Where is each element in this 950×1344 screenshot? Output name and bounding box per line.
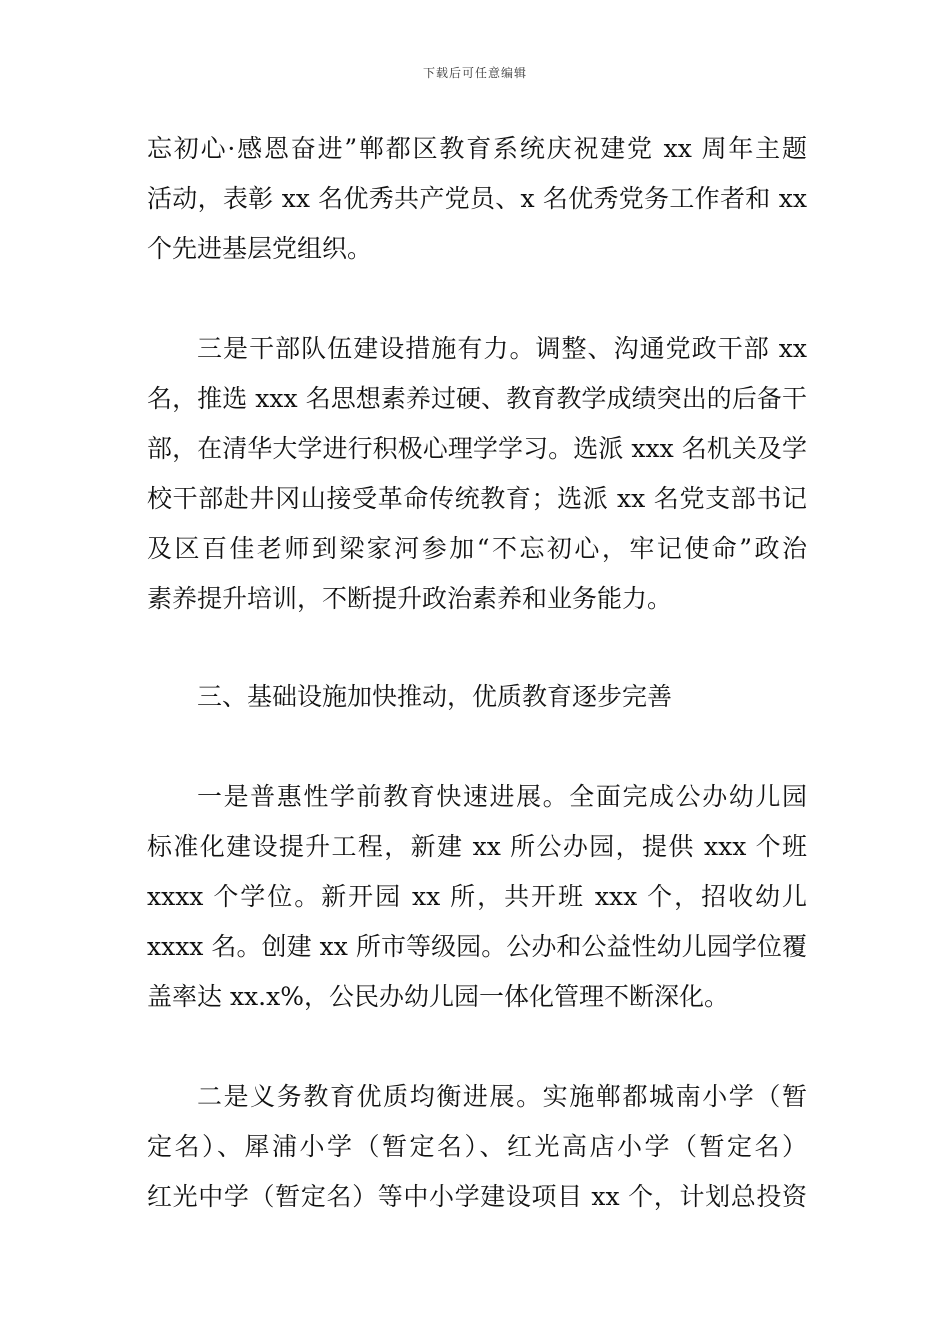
section-heading-text: 三、基础设施加快推动，优质教育逐步完善: [197, 682, 673, 711]
paragraph-line: xxxx 个学位。新开园 xx 所，共开班 xxx 个，招收幼儿: [147, 882, 807, 911]
paragraph-line: 三是干部队伍建设措施有力。调整、沟通党政干部 xx: [197, 334, 807, 363]
paragraph-line: 个先进基层党组织。: [147, 234, 373, 263]
paragraph-line: 一是普惠性学前教育快速进展。全面完成公办幼儿园: [197, 782, 807, 811]
paragraph-line: 校干部赴井冈山接受革命传统教育；选派 xx 名党支部书记: [147, 484, 807, 513]
paragraph-line: 忘初心·感恩奋进”郸都区教育系统庆祝建党 xx 周年主题: [147, 134, 807, 163]
paragraph-line: 二是义务教育优质均衡进展。实施郸都城南小学（暂: [197, 1082, 807, 1111]
page-header: 下载后可任意编辑: [422, 66, 527, 80]
paragraph-line: 及区百佳老师到梁家河参加“不忘初心，牢记使命”政治: [147, 534, 807, 563]
paragraph-cadre-team: [147, 324, 807, 624]
paragraph-line: 素养提升培训，不断提升政治素养和业务能力。: [147, 584, 673, 613]
paragraph-line: 定名）、犀浦小学（暂定名）、红光高店小学（暂定名）: [147, 1132, 807, 1161]
paragraph-compulsory-education: [147, 1072, 807, 1222]
paragraph-line: 部，在清华大学进行积极心理学学习。选派 xxx 名机关及学: [147, 434, 807, 463]
paragraph-line: 名，推选 xxx 名思想素养过硬、教育教学成绩突出的后备干: [147, 384, 807, 413]
section-heading: [147, 672, 807, 722]
paragraph-preschool: [147, 772, 807, 1022]
paragraph-line: xxxx 名。创建 xx 所市等级园。公办和公益性幼儿园学位覆: [147, 932, 807, 961]
paragraph-line: 盖率达 xx.x%，公民办幼儿园一体化管理不断深化。: [147, 982, 729, 1011]
paragraph-line: 标准化建设提升工程，新建 xx 所公办园，提供 xxx 个班: [147, 832, 807, 861]
paragraph-party-activity: [147, 124, 807, 274]
paragraph-line: 红光中学（暂定名）等中小学建设项目 xx 个，计划总投资: [147, 1182, 807, 1211]
paragraph-line: 活动，表彰 xx 名优秀共产党员、x 名优秀党务工作者和 xx: [147, 184, 807, 213]
